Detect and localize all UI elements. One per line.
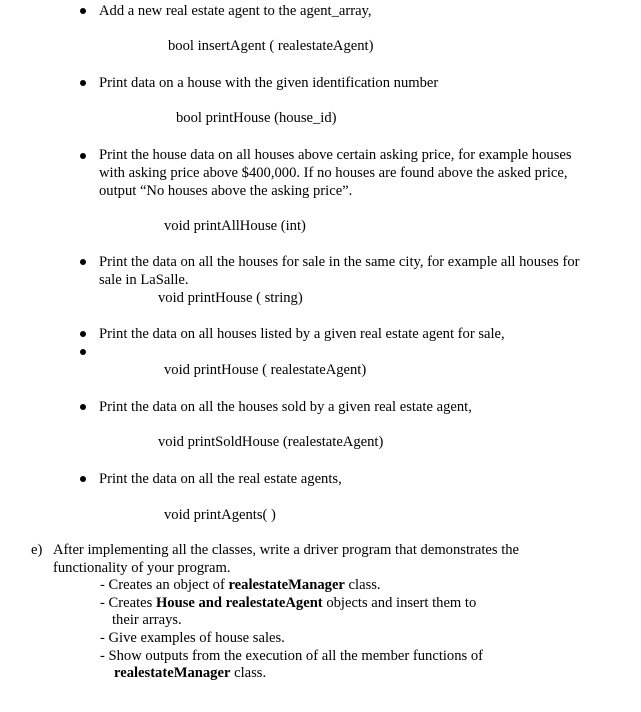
step-4: - Show outputs from the execution of all the member functions of — [100, 648, 484, 664]
item-3-line-1: Print the house data on all houses above certain asking price, for example houses — [99, 147, 572, 163]
section-e-intro-2: functionality of your program. — [53, 560, 231, 576]
item-2-signature: bool printHouse (house_id) — [176, 110, 337, 126]
step-1: - Creates an object of realestateManager class. — [100, 577, 381, 593]
step-2: - Creates House and realestateAgent objects and insert them to — [100, 595, 477, 611]
step-3: - Give examples of house sales. — [100, 630, 285, 646]
bullet — [80, 476, 86, 482]
item-3-line-2: with asking price above $400,000. If no houses are found above the asked price, — [99, 165, 568, 181]
item-3-signature: void printAllHouse (int) — [164, 218, 306, 234]
item-7-signature: void printAgents( ) — [164, 507, 276, 523]
item-1-signature: bool insertAgent ( realestateAgent) — [168, 38, 374, 54]
bullet — [80, 259, 86, 265]
bullet — [80, 404, 86, 410]
section-e-marker: e) — [31, 542, 43, 558]
section-e-intro-1: After implementing all the classes, write a driver program that demonstrates the — [53, 542, 520, 558]
step-4-continued: realestateManager class. — [114, 665, 267, 681]
item-5-text: Print the data on all houses listed by a given real estate agent for sale, — [99, 326, 505, 342]
item-3-line-3: output “No houses above the asking price”. — [99, 183, 353, 199]
empty-bullet — [80, 349, 86, 355]
bullet — [80, 331, 86, 337]
item-4-line-2: sale in LaSalle. — [99, 272, 189, 288]
bullet — [80, 80, 86, 86]
item-5-signature: void printHouse ( realestateAgent) — [164, 362, 367, 378]
item-6-text: Print the data on all the houses sold by a given real estate agent, — [99, 399, 472, 415]
bullet — [80, 153, 86, 159]
item-2-text: Print data on a house with the given identification number — [99, 75, 439, 91]
item-4-signature: void printHouse ( string) — [158, 290, 303, 306]
bullet — [80, 8, 86, 14]
item-6-signature: void printSoldHouse (realestateAgent) — [158, 434, 384, 450]
item-4-line-1: Print the data on all the houses for sale in the same city, for example all houses for — [99, 254, 580, 270]
item-1-text: Add a new real estate agent to the agent_array, — [99, 3, 372, 19]
step-2-continued: their arrays. — [112, 612, 182, 628]
item-7-text: Print the data on all the real estate agents, — [99, 471, 342, 487]
